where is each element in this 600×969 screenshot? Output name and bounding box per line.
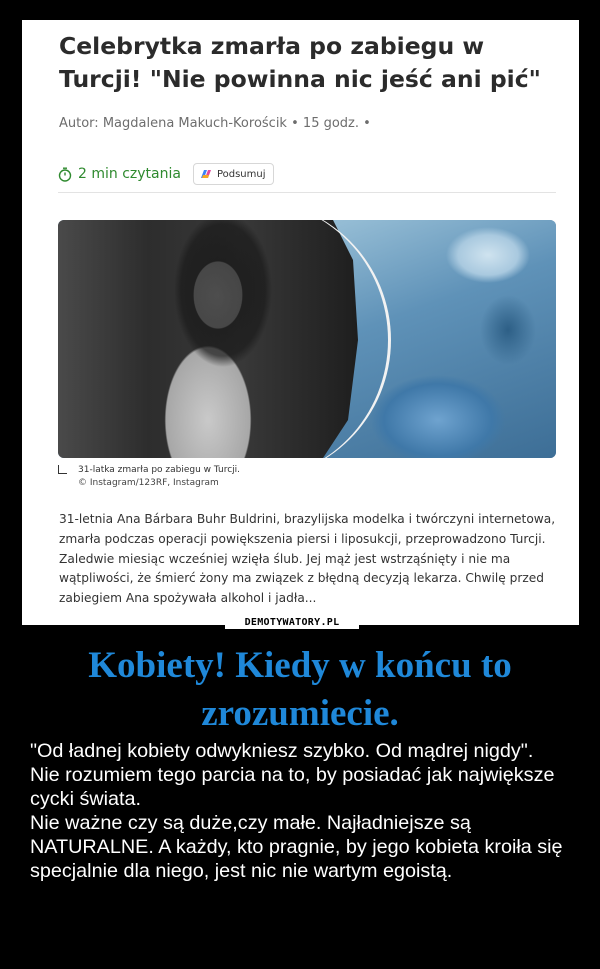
summarize-label: Podsumuj	[216, 168, 266, 180]
meta-trailing-dot: •	[363, 116, 371, 131]
watermark: DEMOTYWATORY.PL	[225, 617, 359, 629]
author-label: Autor:	[59, 116, 99, 131]
read-time	[58, 166, 181, 182]
copilot-icon	[199, 168, 213, 180]
caption-credit: © Instagram/123RF, Instagram	[78, 478, 219, 488]
stopwatch-icon	[58, 167, 72, 182]
meta-separator: •	[291, 116, 299, 131]
caption-text: 31-latka zmarła po zabiegu w Turcji.	[78, 465, 241, 475]
summarize-button[interactable]	[193, 163, 274, 185]
article-screenshot	[22, 20, 579, 625]
author-name[interactable]: Magdalena Makuch-Korościk	[102, 116, 287, 131]
article-image[interactable]	[58, 220, 556, 458]
read-time-label: 2 min czytania	[78, 166, 181, 182]
demotivator-comment	[30, 739, 570, 883]
reading-meta	[58, 163, 274, 185]
article-title: Celebrytka zmarła po zabiegu w Turcji! "Nie powinna nic jeść ani pić"	[59, 32, 541, 93]
article-body: 31-letnia Ana Bárbara Buhr Buldrini, brazylijska modelka i twórczyni internetowa, zmarła podczas operacji powiększenia piersi i liposukcji, przeprowadzono Turcji. Zaledwie miesiąc wcześniej wzięła ślub. Jej mąż jest wstrząśnięty i nie ma wątpliwości, że śmierć żony ma związek z błędną decyzją lekarza. Chwilę przed zabiegiem Ana spożywała alkohol i jadła...	[59, 512, 556, 606]
caption-corner-icon	[58, 465, 67, 474]
author-line	[59, 116, 371, 131]
comment-line: Nie rozumiem tego parcia na to, by posiadać jak największe cycki świata.	[30, 764, 555, 810]
comment-line: Nie ważne czy są duże,czy małe. Najładniejsze są NATURALNE. A każdy, kto pragnie, by jego kobieta kroiła się specjalnie dla niego, jest nic nie wartym egoistą.	[30, 812, 563, 882]
divider	[58, 192, 556, 193]
time-ago: 15 godz.	[302, 116, 360, 131]
comment-line: "Od ładnej kobiety odwykniesz szybko. Od mądrej nigdy".	[30, 740, 534, 762]
demotivator-headline: Kobiety! Kiedy w końcu to zrozumiecie.	[88, 645, 512, 734]
